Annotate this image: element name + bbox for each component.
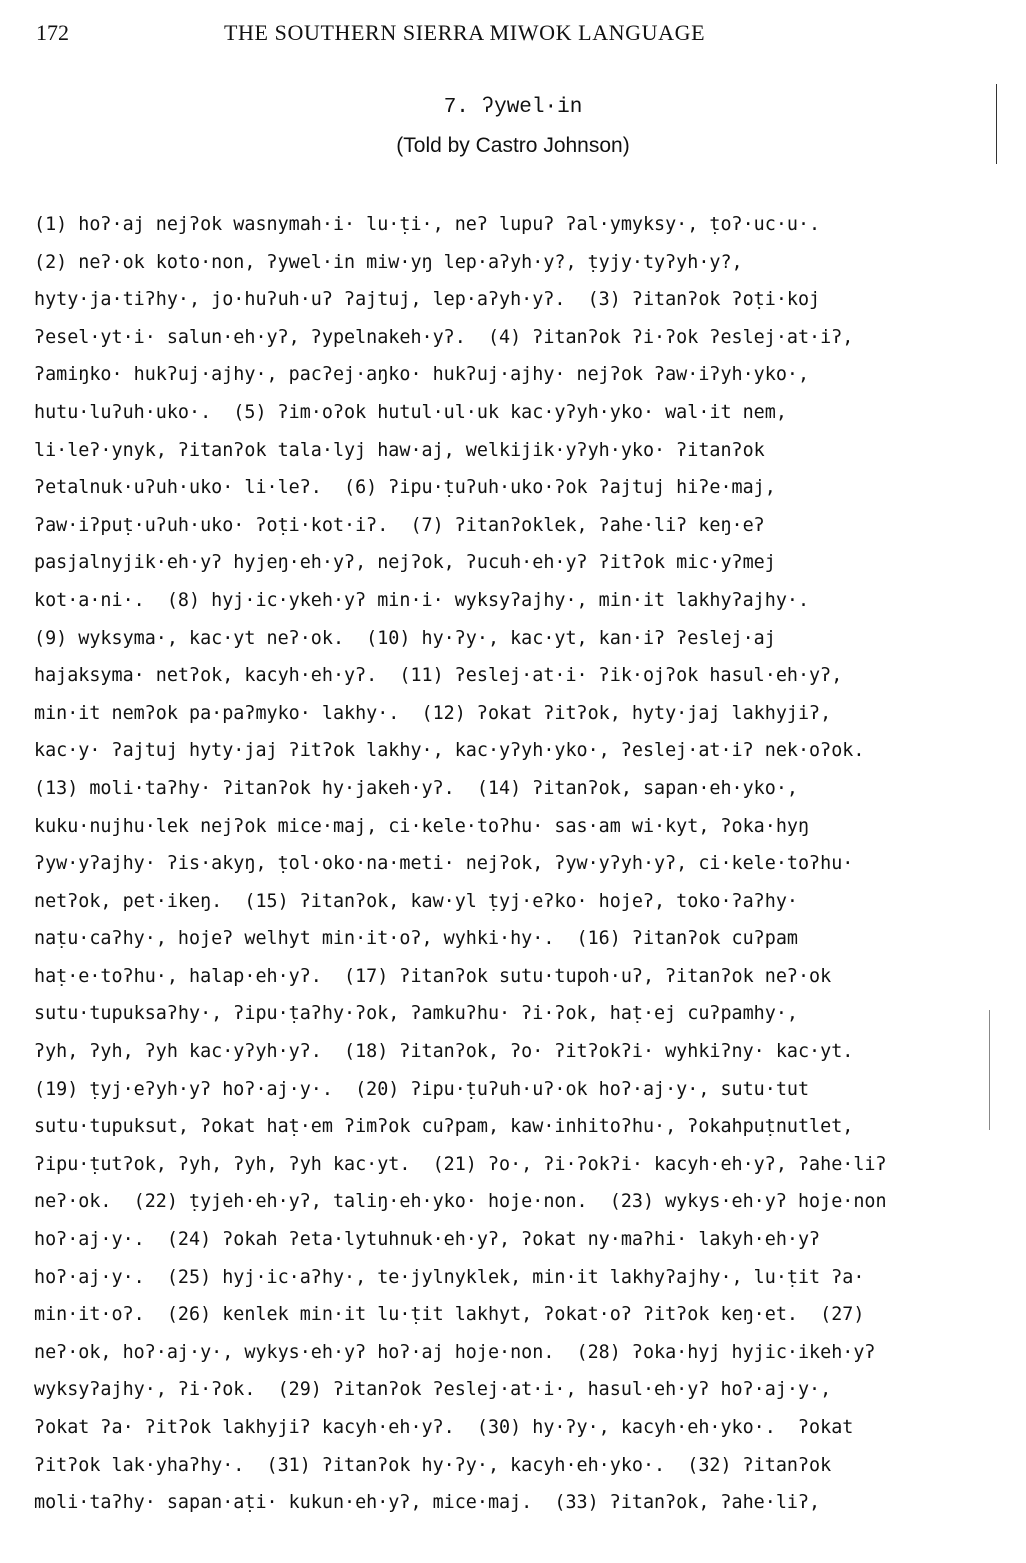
text-line: kuku·nujhu·lek nejʔok mice·maj, ci·kele·toʔhu· sas·am wi·kyt, ʔoka·hyŋ [34, 815, 810, 837]
text-line: ʔaw·iʔpuṭ·uʔuh·uko· ʔoṭi·kot·iʔ. (7) ʔitanʔoklek, ʔahe·liʔ keŋ·eʔ [34, 514, 765, 536]
story-title: 7. ʔywel·in [443, 96, 583, 119]
text-line: ʔamiŋko· hukʔuj·ajhy·, pacʔej·aŋko· hukʔuj·ajhy· nejʔok ʔaw·iʔyh·yko·, [34, 364, 810, 386]
text-line: (13) moli·taʔhy· ʔitanʔok hy·jakeh·yʔ. (14) ʔitanʔok, sapan·eh·yko·, [34, 777, 798, 799]
text-line: ʔyw·yʔajhy· ʔis·akyŋ, ṭol·oko·na·meti· nejʔok, ʔyw·yʔyh·yʔ, ci·kele·toʔhu· [34, 853, 854, 875]
text-line: hoʔ·aj·y·. (24) ʔokah ʔeta·lytuhnuk·eh·yʔ, ʔokat ny·maʔhi· lakyh·eh·yʔ [34, 1229, 821, 1251]
text-line: ʔyh, ʔyh, ʔyh kac·yʔyh·yʔ. (18) ʔitanʔok, ʔo· ʔitʔokʔi· wyhkiʔny· kac·yt. [34, 1041, 854, 1063]
text-line: wyksyʔajhy·, ʔi·ʔok. (29) ʔitanʔok ʔeslej·at·i·, hasul·eh·yʔ hoʔ·aj·y·, [34, 1379, 832, 1401]
text-line: (2) neʔ·ok koto·non, ʔywel·in miw·yŋ lep·aʔyh·y?, ṭyjy·tyʔyh·y?, [34, 251, 743, 273]
text-line: (19) ṭyj·eʔyh·yʔ hoʔ·aj·y·. (20) ʔipu·ṭuʔuh·uʔ·ok hoʔ·aj·y·, sutu·tut [34, 1078, 810, 1100]
text-line: hajaksyma· netʔok, kacyh·eh·yʔ. (11) ʔeslej·at·i· ʔik·ojʔok hasul·eh·yʔ, [34, 665, 843, 687]
text-line: sutu·tupuksaʔhy·, ʔipu·ṭaʔhy·ʔok, ʔamkuʔhu· ʔi·ʔok, haṭ·ej cuʔpamhy·, [34, 1003, 798, 1025]
text-line: (1) hoʔ·aj nejʔok wasnymah·i· lu·ṭi·, neʔ lupuʔ ʔal·ymyksy·, ṭoʔ·uc·u·. [34, 214, 821, 235]
text-line: min·it·oʔ. (26) kenlek min·it lu·ṭit lakhyt, ʔokat·oʔ ʔitʔok keŋ·et. (27) [34, 1304, 865, 1326]
page-header [36, 20, 996, 54]
text-line: hyty·ja·tiʔhy·, jo·huʔuh·uʔ ʔajtuj, lep·aʔyh·yʔ. (3) ʔitanʔok ʔoṭi·koj [34, 289, 821, 311]
text-line: netʔok, pet·ikeŋ. (15) ʔitanʔok, kaw·yl ṭyj·eʔko· hojeʔ, toko·ʔaʔhy· [34, 890, 798, 912]
page-number: 172 [36, 20, 69, 45]
text-line: ʔetalnuk·uʔuh·uko· li·leʔ. (6) ʔipu·ṭuʔuh·uko·ʔok ʔajtuj hiʔe·maj, [34, 477, 776, 499]
text-line: hoʔ·aj·y·. (25) hyj·ic·aʔhy·, te·jylnyklek, min·it lakhyʔajhy·, lu·ṭit ʔa· [34, 1266, 865, 1288]
text-line: moli·taʔhy· sapan·aṭi· kukun·eh·yʔ, mice·maj. (33) ʔitanʔok, ʔahe·liʔ, [34, 1492, 821, 1514]
story-text [34, 206, 994, 1522]
running-title: THE SOUTHERN SIERRA MIWOK LANGUAGE [224, 20, 706, 45]
text-line: ʔipu·ṭutʔok, ʔyh, ʔyh, ʔyh kac·yt. (21) ʔo·, ʔi·ʔokʔi· kacyh·eh·yʔ, ʔahe·liʔ [34, 1153, 887, 1175]
story-subtitle: (Told by Castro Johnson) [396, 134, 630, 157]
text-line: (9) wyksyma·, kac·yt neʔ·ok. (10) hy·ʔy·, kac·yt, kan·iʔ ʔeslej·aj [34, 627, 776, 649]
text-line: haṭ·e·toʔhu·, halap·eh·yʔ. (17) ʔitanʔok sutu·tupoh·uʔ, ʔitanʔok neʔ·ok [34, 965, 832, 987]
text-line: li·leʔ·ynyk, ʔitanʔok tala·lyj haw·aj, welkijik·yʔyh·yko· ʔitanʔok [34, 439, 765, 461]
text-line: ʔitʔok lak·yhaʔhy·. (31) ʔitanʔok hy·ʔy·, kacyh·eh·yko·. (32) ʔitanʔok [34, 1454, 832, 1476]
text-line: neʔ·ok, hoʔ·aj·y·, wykys·eh·yʔ hoʔ·aj hoje·non. (28) ʔoka·hyj hyjic·ikeh·yʔ [34, 1341, 876, 1363]
text-line: ʔesel·yt·i· salun·eh·yʔ, ʔypelnakeh·yʔ. (4) ʔitanʔok ʔi·ʔok ʔeslej·at·iʔ, [34, 326, 854, 348]
text-line: kac·y· ʔajtuj hyty·jaj ʔitʔok lakhy·, kac·yʔyh·yko·, ʔeslej·at·iʔ nek·oʔok. [34, 740, 865, 762]
text-line: neʔ·ok. (22) ṭyjeh·eh·yʔ, taliŋ·eh·yko· hoje·non. (23) wykys·eh·yʔ hoje·non [34, 1191, 887, 1213]
text-line: naṭu·caʔhy·, hojeʔ welhyt min·it·oʔ, wyhki·hy·. (16) ʔitanʔok cuʔpam [34, 928, 798, 950]
text-line: ʔokat ʔa· ʔitʔok lakhyjiʔ kacyh·eh·yʔ. (30) hy·ʔy·, kacyh·eh·yko·. ʔokat [34, 1417, 854, 1438]
text-line: pasjalnyjik·eh·yʔ hyjeŋ·eh·yʔ, nejʔok, ʔucuh·eh·yʔ ʔitʔok mic·yʔmej [34, 552, 776, 574]
text-line: kot·a·ni·. (8) hyj·ic·ykeh·yʔ min·i· wyksyʔajhy·, min·it lakhyʔajhy·. [34, 589, 810, 611]
text-line: min·it nemʔok pa·paʔmyko· lakhy·. (12) ʔokat ʔitʔok, hyty·jaj lakhyjiʔ, [34, 702, 832, 724]
text-line: hutu·luʔuh·uko·. (5) ʔim·oʔok hutul·ul·uk kac·yʔyh·yko· wal·it nem, [34, 401, 787, 423]
text-line: sutu·tupuksut, ʔokat haṭ·em ʔimʔok cuʔpam, kaw·inhitoʔhu·, ʔokahpuṭnutlet, [34, 1116, 854, 1138]
